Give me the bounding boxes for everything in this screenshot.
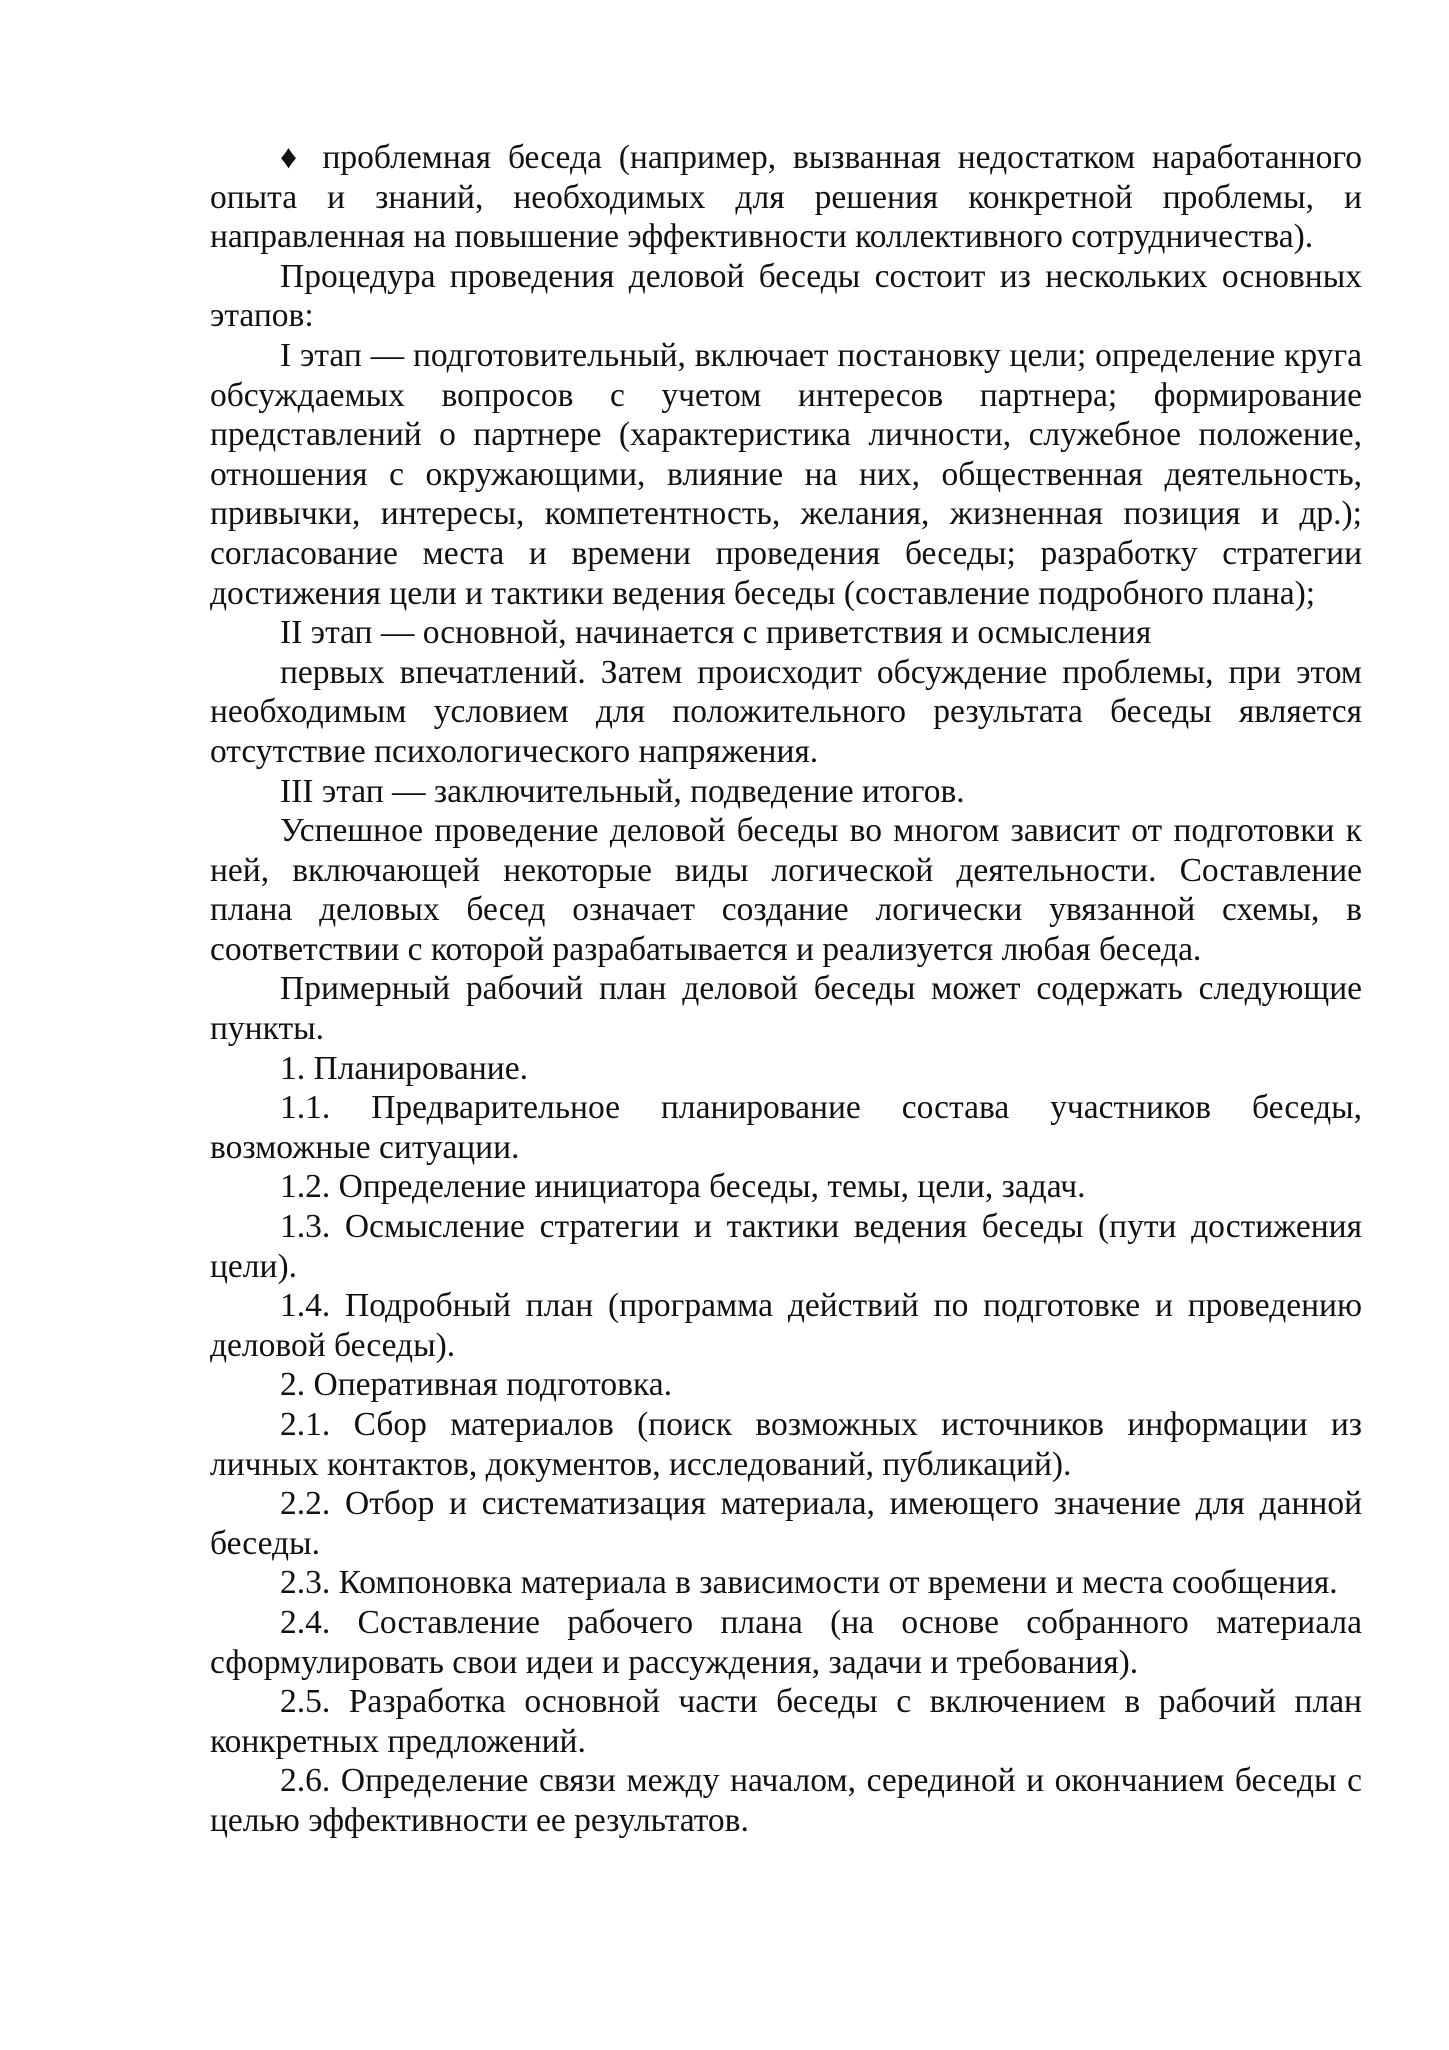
paragraph-stage-2: II этап — основной, начинается с приветствия и осмысления (280, 614, 1152, 652)
list-item-1-4: 1.4. Подробный план (программа действий по подготовке и проведению деловой беседы). (210, 1287, 1362, 1364)
paragraph-problem-conversation: ♦ проблемная беседа (например, вызванная недостатком наработанного опыта и знаний, необходимых для решения конкретной проблемы, и направленная на повышение эффективности коллективного сотрудничества). (210, 139, 1362, 256)
body-text (210, 138, 1362, 1841)
paragraph-sample-plan: Примерный рабочий план деловой беседы может содержать следующие пункты. (210, 970, 1362, 1048)
paragraph-procedure-intro: Процедура проведения деловой беседы состоит из нескольких основных этапов: (210, 257, 1362, 335)
list-item-2: 2. Оперативная подготовка. (280, 1366, 672, 1404)
list-item-2-1: 2.1. Сбор материалов (поиск возможных источников информации из личных контактов, документов, исследований, публикаций). (210, 1406, 1362, 1483)
list-item-2-6: 2.6. Определение связи между началом, серединой и окончанием беседы с целью эффективности ее результатов. (210, 1762, 1362, 1839)
paragraph-stage-3: III этап — заключительный, подведение итогов. (280, 772, 965, 810)
list-item-1-1: 1.1. Предварительное планирование состава участников беседы, возможные ситуации. (210, 1089, 1362, 1166)
list-item-2-3: 2.3. Компоновка материала в зависимости от времени и места сообщения. (280, 1564, 1338, 1602)
list-item-2-2: 2.2. Отбор и систематизация материала, имеющего значение для данной беседы. (210, 1485, 1362, 1562)
paragraph-successful-conduct: Успешное проведение деловой беседы во многом зависит от подготовки к ней, включающей некоторые виды логической деятельности. Составление плана деловых бесед означает создание логически увязанной схемы, в соответствии с которой разрабатывается и реализуется любая беседа. (210, 812, 1362, 968)
list-item-2-5: 2.5. Разработка основной части беседы с включением в рабочий план конкретных предложений. (210, 1683, 1362, 1760)
list-item-2-4: 2.4. Составление рабочего плана (на основе собранного материала сформулировать свои идеи и рассуждения, задачи и требования). (210, 1603, 1362, 1681)
list-item-1: 1. Планирование. (280, 1049, 528, 1087)
list-item-1-3: 1.3. Осмысление стратегии и тактики ведения беседы (пути достижения цели). (210, 1208, 1362, 1285)
paragraph-first-impressions: первых впечатлений. Затем происходит обсуждение проблемы, при этом необходимым условием для положительного результата беседы является отсутствие психологического напряжения. (210, 653, 1362, 770)
paragraph-stage-1: I этап — подготовительный, включает постановку цели; определение круга обсуждаемых вопросов с учетом интересов партнера; формирование представлений о партнере (характеристика личности, служебное положение, отношения с окружающими, влияние на них, общественная деятельность, привычки, интересы, компетентность, желания, жизненная позиция и др.); согласование места и времени проведения беседы; разработку стратегии достижения цели и тактики ведения беседы (составление подробного плана); (210, 336, 1362, 612)
list-item-1-2: 1.2. Определение инициатора беседы, темы, цели, задач. (280, 1168, 1086, 1206)
